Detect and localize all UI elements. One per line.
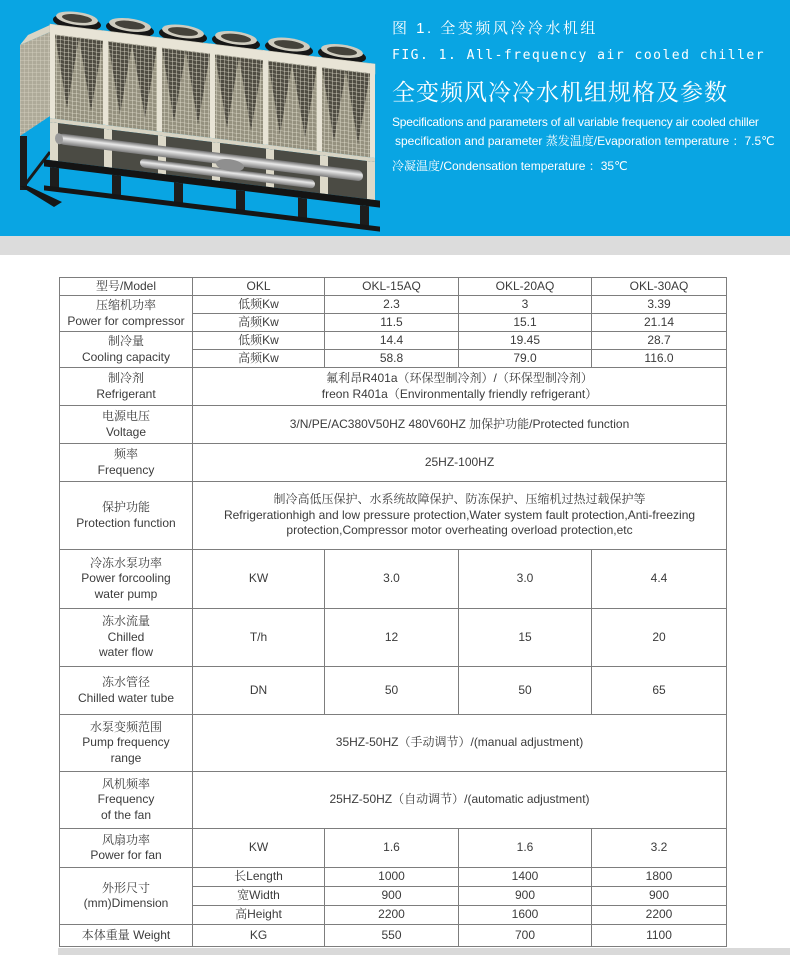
label-voltage	[60, 406, 193, 444]
label-zh: 冻水管径	[101, 675, 150, 690]
label-en: Refrigerant	[96, 386, 156, 401]
label-cooling-capacity	[60, 332, 193, 368]
header-okl-15aq: OKL-15AQ	[325, 278, 459, 296]
label-en: Protection function	[76, 515, 176, 530]
label-zh: 制冷剂	[107, 371, 144, 386]
label-zh: 保护功能	[101, 500, 150, 515]
value-cell: 50	[325, 667, 459, 715]
value-cell: 3.2	[592, 829, 727, 868]
value-cell: 2200	[592, 906, 727, 925]
label-compressor-power	[60, 296, 193, 332]
row-pump-power	[60, 550, 727, 609]
refrigerant-value	[193, 368, 727, 406]
value-cell: 900	[325, 887, 459, 906]
value-cell: 79.0	[459, 350, 592, 368]
fan-frequency-value: 25HZ-50HZ（自动调节）/(automatic adjustment)	[193, 772, 727, 829]
divider-strip	[0, 236, 790, 255]
label-en: range	[110, 750, 142, 765]
evaporation-temperature-line: specification and parameter 蒸发温度/Evaporation temperature ：7.5℃	[395, 134, 775, 148]
value-en: Refrigerationhigh and low pressure protection,Water system fault protection,Anti-freezing protection,Compressor motor overheating overload protection,etc	[223, 507, 696, 538]
row-water-tube	[60, 667, 727, 715]
label-en: Power forcooling	[81, 571, 171, 586]
label-en: (mm)Dimension	[83, 896, 169, 910]
value-cell: 1400	[459, 868, 592, 887]
label-zh: 压缩机功率	[95, 298, 156, 313]
label-zh: 风扇功率	[101, 832, 150, 847]
label-zh: 冻水流量	[101, 614, 150, 629]
value-cell: 4.4	[592, 550, 727, 609]
value-cell: 15	[459, 609, 592, 667]
label-en: Power for compressor	[67, 313, 185, 328]
unit-cell: KW	[193, 829, 325, 868]
value-cell: 1.6	[325, 829, 459, 868]
unit-cell: T/h	[193, 609, 325, 667]
page-title: 全变频风冷冷水机组规格及参数	[392, 79, 728, 105]
label-fan-frequency	[60, 772, 193, 829]
label-water-flow	[60, 609, 193, 667]
label-weight: 本体重量 Weight	[60, 925, 193, 947]
value-cell: 1800	[592, 868, 727, 887]
label-en: Voltage	[105, 424, 147, 439]
condensation-temperature-line: 冷凝温度/Condensation temperature ：35℃	[392, 159, 628, 173]
row-dimension-length	[60, 868, 727, 887]
value-cell: 3	[459, 296, 592, 314]
value-cell: 550	[325, 925, 459, 947]
value-cell: 2.3	[325, 296, 459, 314]
header-model: 型号/Model	[60, 278, 193, 296]
label-protection	[60, 482, 193, 550]
label-pump-frequency-range	[60, 715, 193, 772]
value-cell: 1100	[592, 925, 727, 947]
header-okl-30aq: OKL-30AQ	[592, 278, 727, 296]
value-cell: 1000	[325, 868, 459, 887]
row-cooling-capacity-low	[60, 332, 727, 350]
value-cell: 14.4	[325, 332, 459, 350]
label-en: of the fan	[100, 807, 152, 822]
label-fan-power	[60, 829, 193, 868]
label-en: Frequency	[97, 792, 155, 807]
value-cell: 58.8	[325, 350, 459, 368]
unit-cell: 低频Kw	[193, 296, 325, 314]
label-zh: 电源电压	[101, 409, 150, 424]
label-en: water flow	[98, 645, 154, 660]
row-fan-frequency	[60, 772, 727, 829]
row-pump-frequency-range	[60, 715, 727, 772]
label-zh: 外形尺寸	[101, 880, 150, 895]
label-dimension	[60, 868, 193, 925]
label-zh: 冷冻水泵功率	[89, 555, 162, 570]
header-okl-20aq: OKL-20AQ	[459, 278, 592, 296]
spec-table	[59, 277, 727, 947]
unit-cell: KW	[193, 550, 325, 609]
unit-cell: 低频Kw	[193, 332, 325, 350]
header-okl: OKL	[193, 278, 325, 296]
label-en: Cooling capacity	[81, 349, 171, 364]
value-cell: 3.0	[325, 550, 459, 609]
value-zh: 制冷高低压保护、水系统故障保护、防冻保护、压缩机过热过载保护等	[273, 492, 646, 507]
unit-cell: 高Height	[193, 906, 325, 925]
label-pump-power	[60, 550, 193, 609]
value-cell: 116.0	[592, 350, 727, 368]
unit-cell: DN	[193, 667, 325, 715]
subtitle-en: Specifications and parameters of all variable frequency air cooled chiller	[392, 115, 759, 129]
label-zh: 水泵变频范围	[89, 719, 162, 734]
row-weight	[60, 925, 727, 947]
unit-cell: 高频Kw	[193, 350, 325, 368]
label-zh: 频率	[113, 447, 138, 462]
value-cell: 1.6	[459, 829, 592, 868]
label-zh: 制冷量	[107, 334, 144, 349]
unit-cell: 宽Width	[193, 887, 325, 906]
label-en: Chilled water tube	[77, 690, 175, 705]
row-frequency	[60, 444, 727, 482]
value-cell: 1600	[459, 906, 592, 925]
value-cell: 3.39	[592, 296, 727, 314]
row-fan-power	[60, 829, 727, 868]
value-cell: 19.45	[459, 332, 592, 350]
label-en: Frequency	[97, 462, 155, 477]
value-cell: 28.7	[592, 332, 727, 350]
value-cell: 50	[459, 667, 592, 715]
protection-value	[193, 482, 727, 550]
row-voltage	[60, 406, 727, 444]
row-water-flow	[60, 609, 727, 667]
table-header-row	[60, 278, 727, 296]
label-en: Power for fan	[90, 848, 162, 862]
voltage-value: 3/N/PE/AC380V50HZ 480V60HZ 加保护功能/Protected function	[193, 406, 727, 444]
value-en: freon R401a（Environmentally friendly refrigerant）	[321, 386, 598, 401]
label-en: Chilled	[107, 629, 145, 644]
frequency-value: 25HZ-100HZ	[193, 444, 727, 482]
chiller-product-image	[0, 0, 385, 235]
value-cell: 900	[459, 887, 592, 906]
value-cell: 15.1	[459, 314, 592, 332]
value-cell: 3.0	[459, 550, 592, 609]
unit-cell: 高频Kw	[193, 314, 325, 332]
figure-caption-zh: 图 1. 全变频风冷冷水机组	[392, 20, 598, 37]
value-cell: 700	[459, 925, 592, 947]
value-zh: 氟利昂R401a（环保型制冷剂）/（环保型制冷剂）	[326, 371, 593, 386]
label-refrigerant	[60, 368, 193, 406]
value-cell: 2200	[325, 906, 459, 925]
bottom-divider-strip	[58, 948, 790, 955]
row-protection-function	[60, 482, 727, 550]
label-en: water pump	[94, 586, 158, 601]
label-zh: 风机频率	[101, 776, 150, 791]
value-cell: 65	[592, 667, 727, 715]
label-frequency	[60, 444, 193, 482]
pump-frequency-value: 35HZ-50HZ（手动调节）/(manual adjustment)	[193, 715, 727, 772]
hero-banner	[0, 0, 790, 236]
unit-cell: KG	[193, 925, 325, 947]
row-refrigerant	[60, 368, 727, 406]
label-en: Pump frequency	[82, 735, 170, 750]
row-compressor-power-low	[60, 296, 727, 314]
value-cell: 21.14	[592, 314, 727, 332]
value-cell: 11.5	[325, 314, 459, 332]
figure-caption-en: FIG. 1. All-frequency air cooled chiller	[392, 48, 766, 63]
value-cell: 20	[592, 609, 727, 667]
value-cell: 900	[592, 887, 727, 906]
unit-cell: 长Length	[193, 868, 325, 887]
value-cell: 12	[325, 609, 459, 667]
label-water-tube	[60, 667, 193, 715]
hero-text-block	[392, 20, 788, 174]
